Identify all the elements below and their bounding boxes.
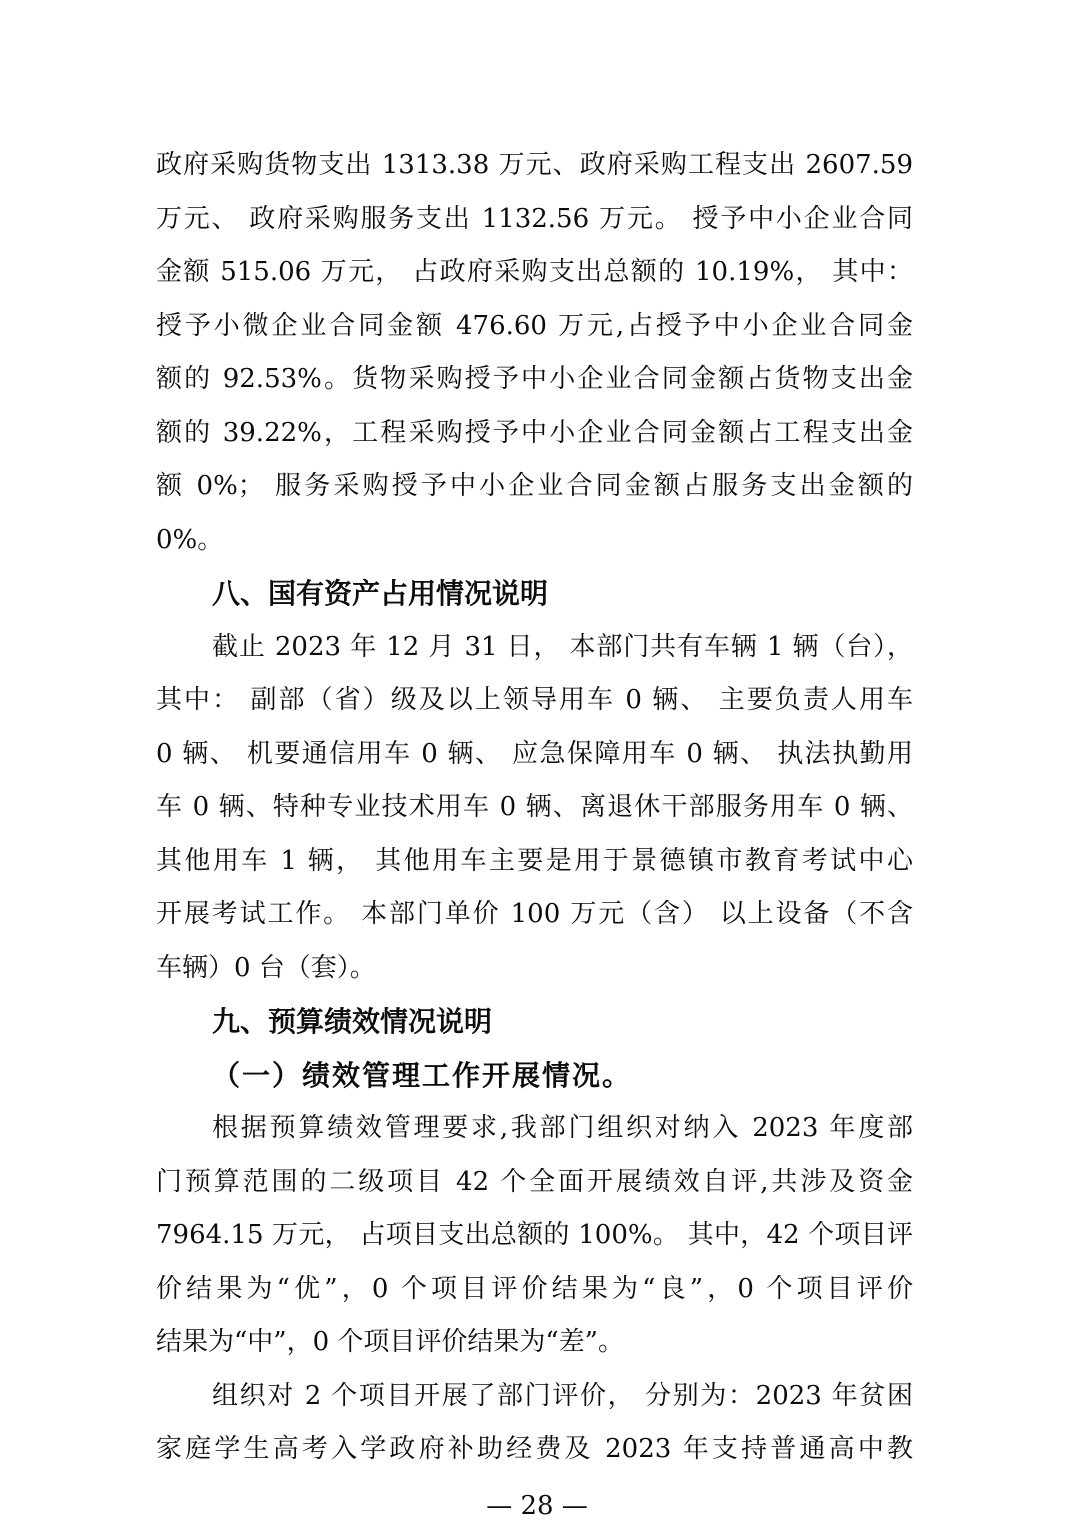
document-line: 门预算范围的二级项目 42 个全面开展绩效自评,共涉及资金 xyxy=(156,1166,913,1197)
page-number: — 28 — xyxy=(486,1491,588,1520)
subsection-heading-performance-management: （一）绩效管理工作开展情况。 xyxy=(212,1058,633,1092)
document-line: 额的 39.22%，工程采购授予中小企业合同金额占工程支出金 xyxy=(156,417,913,448)
document-line: 价结果为“优”，0 个项目评价结果为“良”，0 个项目评价 xyxy=(156,1273,913,1304)
document-line: 其中： 副部（省）级及以上领导用车 0 辆、 主要负责人用车 xyxy=(156,685,913,715)
document-line: 结果为“中”，0 个项目评价结果为“差”。 xyxy=(156,1327,624,1357)
document-line: 政府采购货物支出 1313.38 万元、政府采购工程支出 2607.59 xyxy=(156,150,913,180)
document-line: 家庭学生高考入学政府补助经费及 2023 年支持普通高中教 xyxy=(156,1434,913,1464)
document-line: 根据预算绩效管理要求,我部门组织对纳入 2023 年度部 xyxy=(212,1113,913,1143)
document-line: 额的 92.53%。货物采购授予中小企业合同金额占货物支出金 xyxy=(156,364,913,394)
document-line: 开展考试工作。 本部门单价 100 万元（含） 以上设备（不含 xyxy=(156,899,913,929)
document-line: 0%。 xyxy=(156,524,224,555)
document-line: 金额 515.06 万元， 占政府采购支出总额的 10.19%， 其中： xyxy=(156,257,913,287)
document-line: 0 辆、 机要通信用车 0 辆、 应急保障用车 0 辆、 执法执勤用 xyxy=(156,738,913,769)
document-line: 组织对 2 个项目开展了部门评价， 分别为：2023 年贫困 xyxy=(212,1380,913,1411)
section-heading-budget-performance: 九、预算绩效情况说明 xyxy=(212,1005,493,1038)
document-line: 万元、 政府采购服务支出 1132.56 万元。 授予中小企业合同 xyxy=(156,203,913,234)
text-block xyxy=(156,139,913,1477)
document-line: 截止 2023 年 12 月 31 日， 本部门共有车辆 1 辆（台）， xyxy=(212,631,913,662)
document-line: 额 0%； 服务采购授予中小企业合同金额占服务支出金额的 xyxy=(156,471,913,501)
document-line: 其他用车 1 辆， 其他用车主要是用于景德镇市教育考试中心 xyxy=(156,845,913,876)
document-line: 车辆）0 台（套）。 xyxy=(156,952,376,983)
section-heading-state-assets: 八、国有资产占用情况说明 xyxy=(212,577,549,610)
document-line: 7964.15 万元， 占项目支出总额的 100%。 其中，42 个项目评 xyxy=(156,1220,913,1250)
document-line: 车 0 辆、特种专业技术用车 0 辆、离退休干部服务用车 0 辆、 xyxy=(156,792,913,822)
document-line: 授予小微企业合同金额 476.60 万元,占授予中小企业合同金 xyxy=(156,310,913,341)
